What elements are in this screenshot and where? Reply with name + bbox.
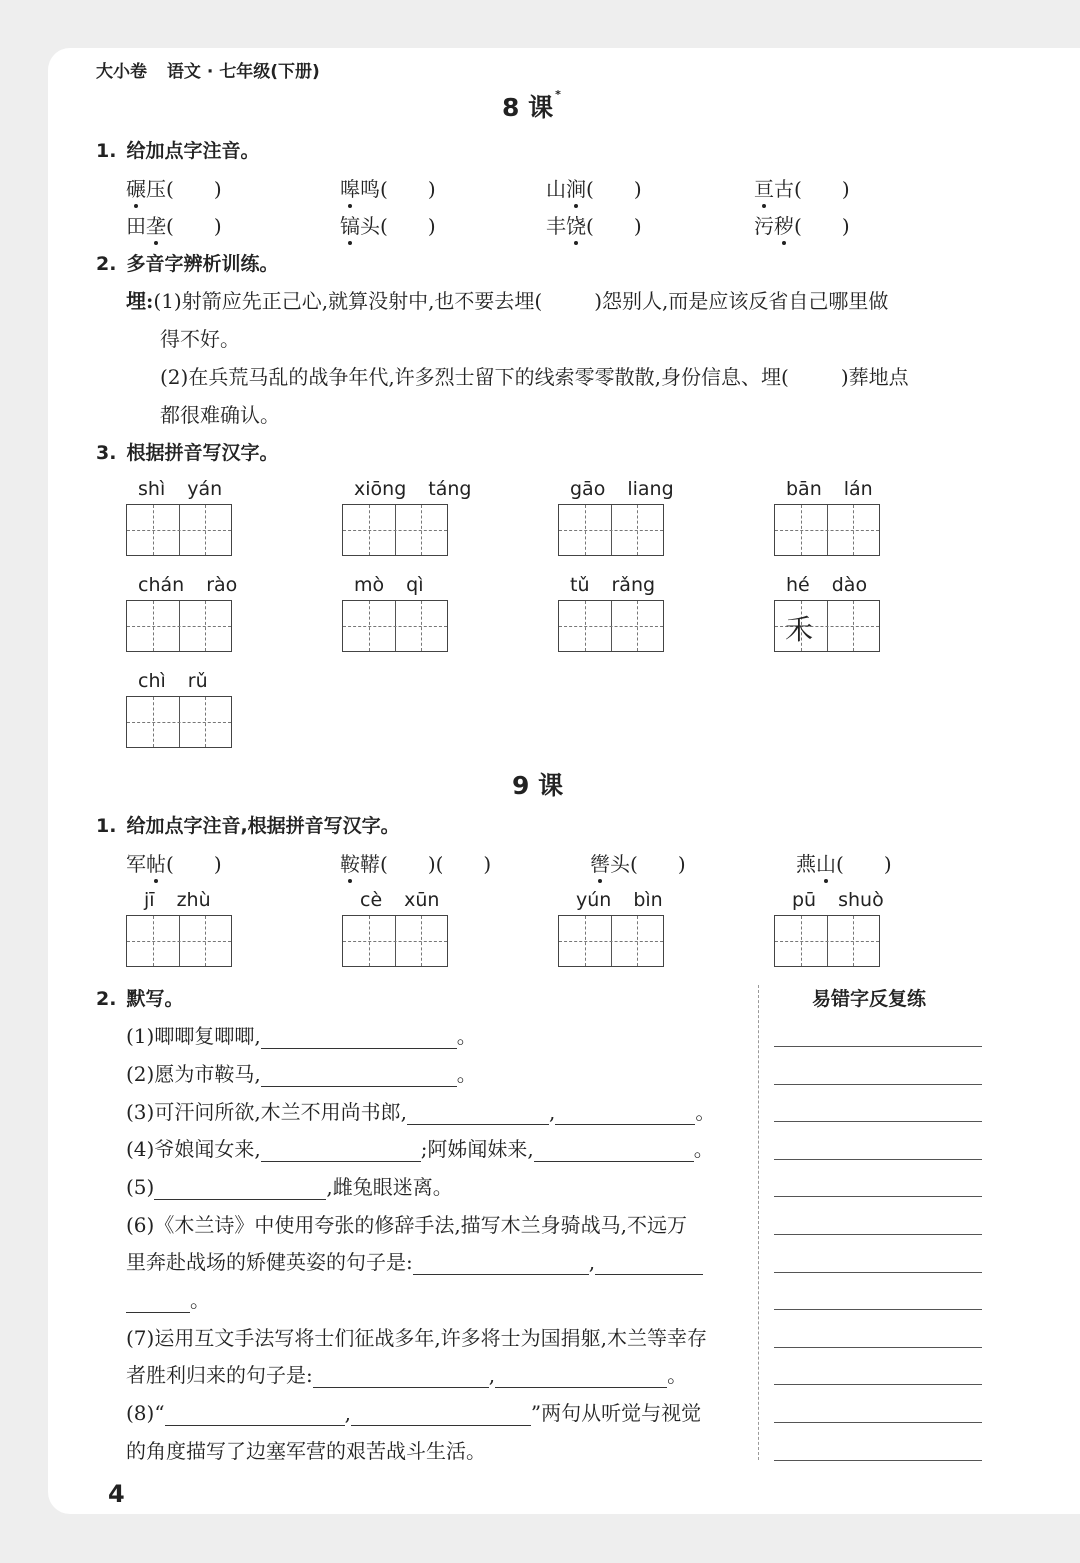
pinyin-label: gāo liang	[570, 478, 674, 500]
dictation-4: (4)爷娘闻女来, ;阿姊闻妹来, 。	[126, 1137, 714, 1161]
dictation-8-line1: (8)“ , ”两句从听觉与视觉	[126, 1401, 702, 1425]
pinyin-label: cè xūn	[360, 889, 440, 911]
practice-line[interactable]	[774, 1159, 982, 1160]
dotted-char: 饶	[566, 210, 586, 239]
pinyin-label: mò qì	[354, 574, 424, 596]
practice-title: 易错字反复练	[812, 988, 927, 1010]
dotted-char: 山	[816, 848, 836, 877]
dictation-6-line2: 里奔赴战场的矫健英姿的句子是: ,	[126, 1246, 703, 1275]
practice-line[interactable]	[774, 1121, 982, 1122]
l8-q1-item: 镐头( )	[340, 210, 436, 239]
practice-line[interactable]	[774, 1234, 982, 1235]
answer-blank[interactable]	[595, 1254, 703, 1275]
l9-q1-item: 鞍鞯( )( )	[340, 848, 491, 877]
writing-grid[interactable]	[774, 504, 880, 556]
page-header	[96, 57, 334, 82]
l8-q1-item: 山涧( )	[546, 173, 642, 202]
l8-q1-item: 田垄( )	[126, 210, 222, 239]
writing-grid[interactable]	[558, 600, 664, 652]
l8-q3-title: 3. 根据拼音写汉字。	[96, 442, 279, 464]
pinyin-label: bān lán	[786, 478, 873, 500]
dotted-char: 涧	[566, 173, 586, 202]
l8-q2-line1: 埋:(1)射箭应先正己心,就算没射中,也不要去埋( )怨别人,而是应该反省自己哪里做	[126, 289, 889, 313]
dotted-char: 垄	[146, 210, 166, 239]
l8-q2-line4: 都很难确认。	[160, 403, 280, 427]
practice-line[interactable]	[774, 1046, 982, 1047]
l9-q1-title: 1. 给加点字注音,根据拼音写汉字。	[96, 815, 400, 837]
practice-line[interactable]	[774, 1460, 982, 1461]
writing-grid[interactable]	[126, 504, 232, 556]
dictation-7-line2: 者胜利归来的句子是: , 。	[126, 1363, 688, 1387]
pinyin-label: chán rào	[138, 574, 238, 596]
l8-q2-line2: 得不好。	[160, 327, 240, 351]
dotted-char: 亘	[754, 173, 774, 202]
answer-blank[interactable]	[313, 1367, 489, 1388]
answer-blank[interactable]	[555, 1104, 695, 1125]
dictation-6-line3: 。	[126, 1284, 210, 1313]
l8-q1-item: 碾压( )	[126, 173, 222, 202]
l9-q1-item: 辔头( )	[590, 848, 686, 877]
example-char: 禾	[785, 613, 814, 646]
polyphone-char: 埋:	[126, 289, 154, 313]
l9-q1-item: 军帖( )	[126, 848, 222, 877]
pinyin-label: jī zhù	[144, 889, 211, 911]
star-mark: *	[555, 88, 561, 101]
practice-line[interactable]	[774, 1196, 982, 1197]
l8-q2-line3: (2)在兵荒马乱的战争年代,许多烈士留下的线索零零散散,身份信息、埋( )葬地点	[160, 365, 909, 389]
dotted-char: 帖	[146, 848, 166, 877]
page-number: 4	[108, 1480, 125, 1508]
answer-blank[interactable]	[407, 1104, 549, 1125]
answer-blank[interactable]	[154, 1179, 326, 1200]
practice-line[interactable]	[774, 1347, 982, 1348]
answer-blank[interactable]	[165, 1405, 345, 1426]
practice-line[interactable]	[774, 1384, 982, 1385]
answer-blank[interactable]	[261, 1066, 457, 1087]
pinyin-label: chì rǔ	[138, 670, 208, 692]
pinyin-label: shì yán	[138, 478, 223, 500]
l9-q2-title: 2. 默写。	[96, 988, 184, 1010]
practice-line[interactable]	[774, 1084, 982, 1085]
dotted-char: 辔	[590, 848, 610, 877]
writing-grid[interactable]	[342, 504, 448, 556]
dotted-char: 秽	[774, 210, 794, 239]
writing-grid[interactable]	[126, 600, 232, 652]
subject-grade: 语文 · 七年级(下册)	[166, 62, 320, 82]
writing-grid[interactable]	[558, 915, 664, 967]
writing-grid[interactable]	[342, 915, 448, 967]
answer-blank[interactable]	[261, 1028, 457, 1049]
pinyin-label: hé dào	[786, 574, 868, 596]
dictation-3: (3)可汗问所欲,木兰不用尚书郎, , 。	[126, 1100, 716, 1124]
writing-grid[interactable]	[558, 504, 664, 556]
pinyin-label: xiōng táng	[354, 478, 472, 500]
pinyin-label: yún bìn	[576, 889, 663, 911]
l8-q1-item: 污秽( )	[754, 210, 850, 239]
answer-blank[interactable]	[495, 1367, 667, 1388]
dictation-6-line1: (6)《木兰诗》中使用夸张的修辞手法,描写木兰身骑战马,不远万	[126, 1213, 688, 1237]
l8-q1-item: 嗥鸣( )	[340, 173, 436, 202]
answer-blank[interactable]	[126, 1292, 190, 1313]
practice-line[interactable]	[774, 1309, 982, 1310]
column-divider	[758, 985, 759, 1460]
dotted-char: 鞍	[340, 848, 360, 877]
l8-q1-item: 丰饶( )	[546, 210, 642, 239]
dictation-2: (2)愿为市鞍马, 。	[126, 1062, 477, 1086]
l8-q1-item: 亘古( )	[754, 173, 850, 202]
answer-blank[interactable]	[534, 1141, 694, 1162]
writing-grid[interactable]	[342, 600, 448, 652]
l8-q1-title: 1. 给加点字注音。	[96, 140, 260, 162]
dotted-char: 碾	[126, 173, 146, 202]
writing-grid[interactable]	[774, 600, 880, 652]
l9-q1-item: 燕山( )	[796, 848, 892, 877]
dictation-5: (5) ,雌兔眼迷离。	[126, 1175, 453, 1199]
writing-grid[interactable]	[774, 915, 880, 967]
book-name: 大小卷	[96, 62, 147, 82]
pinyin-label: tǔ rǎng	[570, 574, 656, 596]
dotted-char: 嗥	[340, 173, 360, 202]
pinyin-label: pū shuò	[792, 889, 884, 911]
answer-blank[interactable]	[413, 1254, 589, 1275]
answer-blank[interactable]	[351, 1405, 531, 1426]
lesson-9-title: 9 课	[512, 771, 564, 800]
dotted-char: 镐	[340, 210, 360, 239]
l8-q2-title: 2. 多音字辨析训练。	[96, 253, 279, 275]
answer-blank[interactable]	[261, 1141, 421, 1162]
practice-line[interactable]	[774, 1422, 982, 1423]
writing-grid[interactable]	[126, 915, 232, 967]
dictation-1: (1)唧唧复唧唧, 。	[126, 1024, 477, 1048]
dictation-8-line2: 的角度描写了边塞军营的艰苦战斗生活。	[126, 1439, 486, 1463]
writing-grid[interactable]	[126, 696, 232, 748]
practice-line[interactable]	[774, 1272, 982, 1273]
lesson-8-title: 8 课 *	[502, 88, 561, 122]
dictation-7-line1: (7)运用互文手法写将士们征战多年,许多将士为国捐躯,木兰等幸存	[126, 1326, 708, 1350]
